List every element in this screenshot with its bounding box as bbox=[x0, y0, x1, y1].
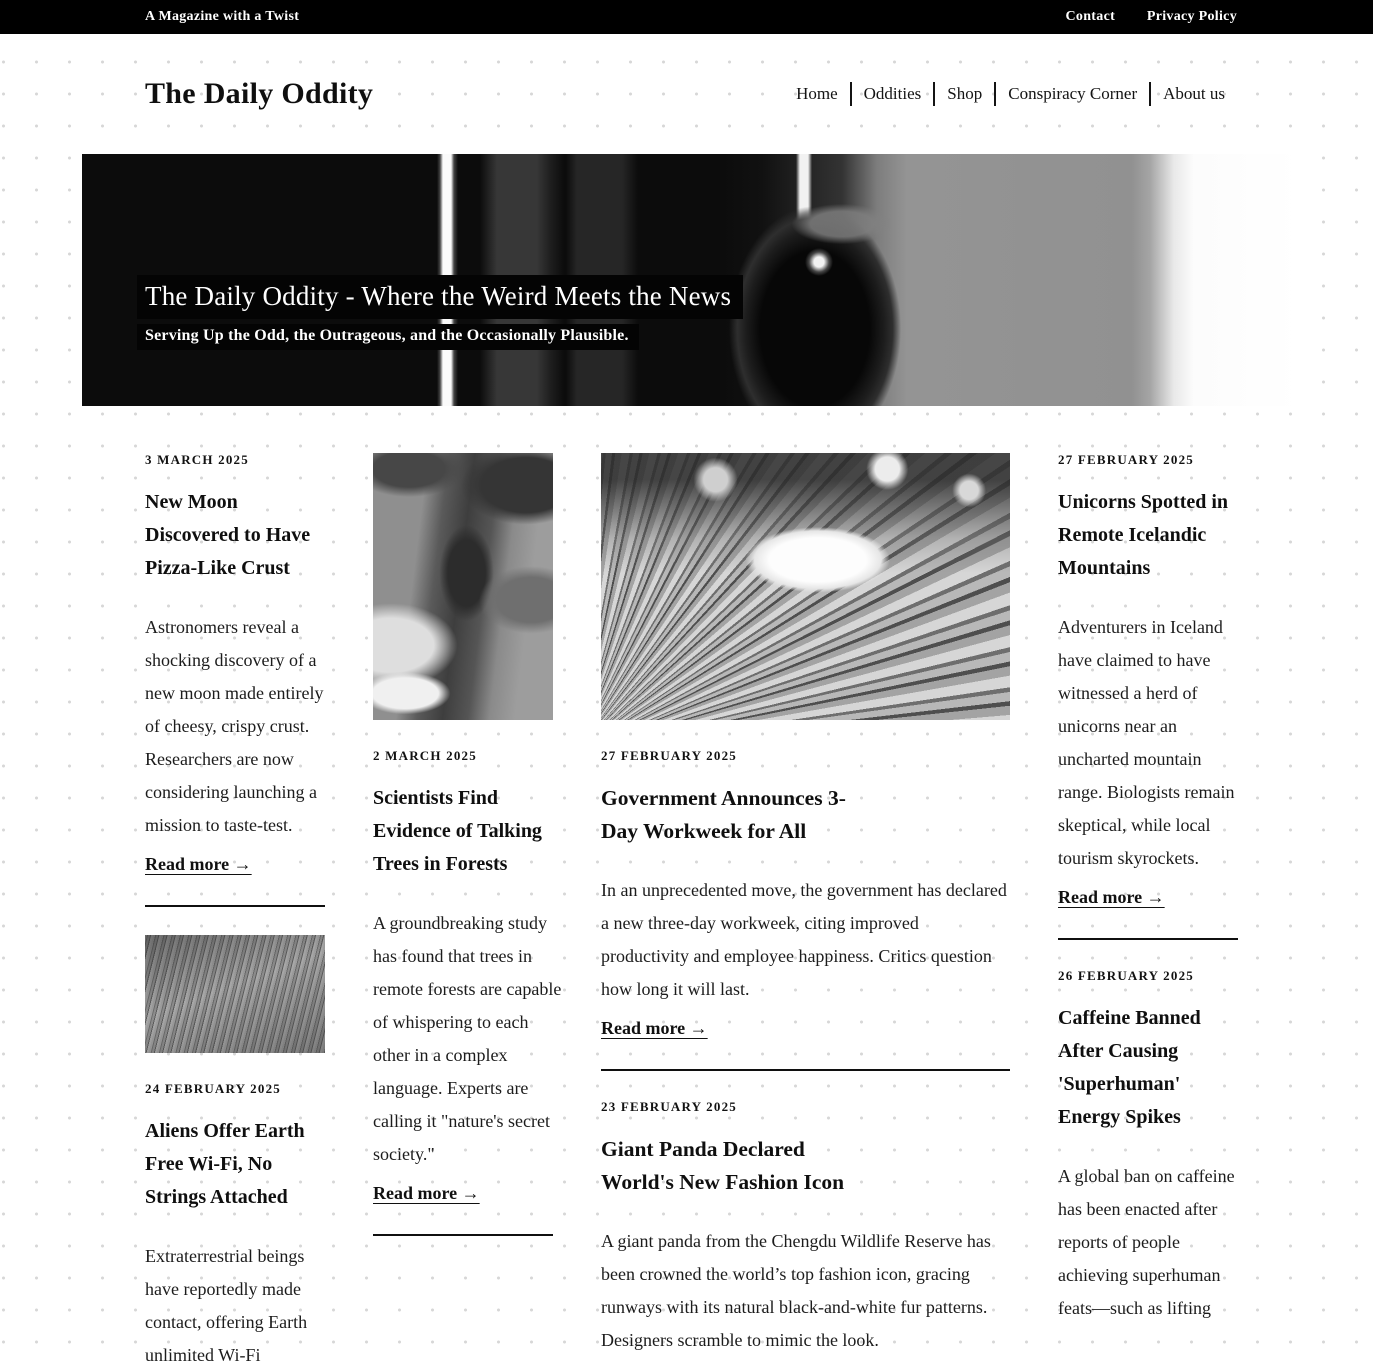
site-title[interactable]: The Daily Oddity bbox=[145, 77, 374, 110]
topbar-link-contact[interactable]: Contact bbox=[1065, 9, 1116, 24]
read-more-link[interactable]: Read more → bbox=[373, 1183, 480, 1203]
divider bbox=[373, 1234, 553, 1236]
hero-text-block bbox=[137, 275, 743, 350]
nav-item-oddities[interactable]: Oddities bbox=[863, 84, 922, 103]
article-title: Caffeine Banned After Causing 'Superhuman' Energy Spikes bbox=[1058, 1007, 1201, 1128]
column-1 bbox=[145, 450, 325, 1372]
article-excerpt: In an unprecedented move, the government has declared a new three-day workweek, citing improved productivity and employee happiness. Critics question how long it will last. bbox=[601, 880, 1007, 999]
article-title: Unicorns Spotted in Remote Icelandic Mountains bbox=[1058, 491, 1229, 579]
article-excerpt: Extraterrestrial beings have reportedly made contact, offering Earth unlimited Wi-Fi bbox=[145, 1246, 308, 1365]
article-excerpt: Adventurers in Iceland have claimed to have witnessed a herd of unicorns near an uncharted mountain range. Biologists remain skeptical, while local tourism skyrockets. bbox=[1058, 617, 1235, 868]
hero-title: The Daily Oddity - Where the Weird Meets the News bbox=[137, 275, 743, 319]
article-date: 27 FEBRUARY 2025 bbox=[1058, 452, 1194, 467]
article-title: Giant Panda Declared World's New Fashion Icon bbox=[601, 1137, 845, 1194]
article-workweek bbox=[601, 453, 1010, 1071]
read-more-link[interactable]: Read more → bbox=[145, 854, 252, 874]
topbar-link-privacy-policy[interactable]: Privacy Policy bbox=[1146, 9, 1237, 24]
article-photo-olive-tree[interactable] bbox=[373, 453, 553, 720]
article-date: 3 MARCH 2025 bbox=[145, 452, 249, 467]
divider bbox=[1058, 938, 1238, 940]
column-3 bbox=[601, 450, 1010, 1357]
topbar-links bbox=[1038, 9, 1237, 25]
nav-item-about-us[interactable]: About us bbox=[1163, 84, 1225, 103]
article-title: Scientists Find Evidence of Talking Trees in Forests bbox=[373, 787, 542, 875]
site-header bbox=[0, 34, 1373, 154]
main-nav bbox=[784, 82, 1237, 106]
article-new-moon bbox=[145, 452, 325, 907]
topbar-tagline: A Magazine with a Twist bbox=[145, 9, 300, 24]
article-talking-trees bbox=[373, 453, 562, 1236]
hero-banner bbox=[82, 154, 1301, 406]
column-4 bbox=[1058, 450, 1238, 1325]
nav-item-home[interactable]: Home bbox=[796, 84, 838, 103]
article-unicorns bbox=[1058, 452, 1238, 940]
article-date: 27 FEBRUARY 2025 bbox=[601, 748, 737, 763]
article-title: New Moon Discovered to Have Pizza-Like Crust bbox=[145, 491, 311, 579]
nav-item-conspiracy-corner[interactable]: Conspiracy Corner bbox=[1008, 84, 1138, 103]
article-caffeine-ban bbox=[1058, 968, 1238, 1325]
article-grid bbox=[145, 450, 1238, 1372]
article-excerpt: A giant panda from the Chengdu Wildlife Reserve has been crowned the world’s top fashion icon, gracing runways with its natural black-and-white fur patterns. Designers scramble to mimic the look. bbox=[601, 1231, 991, 1350]
article-title: Government Announces 3-Day Workweek for All bbox=[601, 786, 846, 843]
article-date: 23 FEBRUARY 2025 bbox=[601, 1099, 737, 1114]
read-more-link[interactable]: Read more → bbox=[1058, 887, 1165, 907]
article-photo-fur-texture[interactable] bbox=[145, 935, 325, 1053]
article-excerpt: A groundbreaking study has found that trees in remote forests are capable of whispering to each other in a complex language. Experts are calling it "nature's secret society." bbox=[373, 913, 562, 1164]
hero-subtitle: Serving Up the Odd, the Outrageous, and the Occasionally Plausible. bbox=[137, 324, 639, 350]
article-date: 2 MARCH 2025 bbox=[373, 748, 477, 763]
article-title: Aliens Offer Earth Free Wi-Fi, No Strings Attached bbox=[145, 1120, 305, 1208]
article-date: 24 FEBRUARY 2025 bbox=[145, 1081, 281, 1096]
divider bbox=[145, 905, 325, 907]
article-date: 26 FEBRUARY 2025 bbox=[1058, 968, 1194, 983]
divider bbox=[601, 1069, 1010, 1071]
article-photo-cat-on-bamboo[interactable] bbox=[601, 453, 1010, 720]
topbar bbox=[0, 0, 1373, 34]
article-panda-fashion bbox=[601, 1099, 1010, 1357]
nav-item-shop[interactable]: Shop bbox=[947, 84, 983, 103]
article-excerpt: Astronomers reveal a shocking discovery of a new moon made entirely of cheesy, crispy crust. Researchers are now considering launching a mission to taste-test. bbox=[145, 617, 324, 835]
article-excerpt: A global ban on caffeine has been enacted after reports of people achieving superhuman feats—such as lifting bbox=[1058, 1166, 1235, 1318]
article-aliens-wifi bbox=[145, 935, 325, 1372]
column-2 bbox=[373, 450, 562, 1264]
read-more-link[interactable]: Read more → bbox=[601, 1018, 708, 1038]
